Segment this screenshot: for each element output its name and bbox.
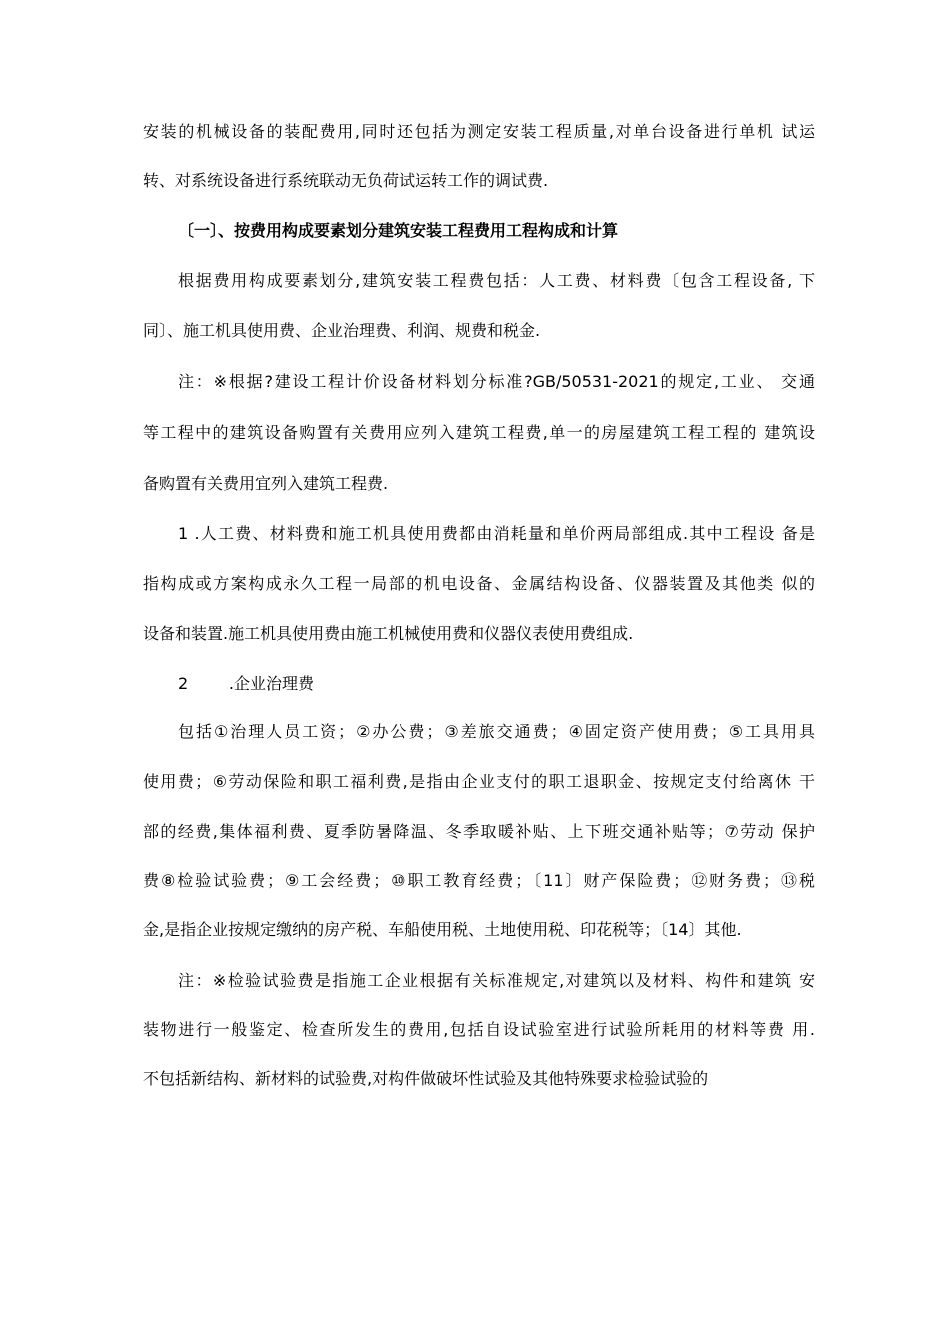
subsection-heading: 2 .企业治理费 bbox=[178, 674, 314, 693]
paragraph-line: 部的经费,集体福利费、夏季防暑降温、冬季取暖补贴、上下班交通补贴等；⑦劳动 保护 bbox=[143, 822, 815, 841]
paragraph-line: 金,是指企业按规定缴纳的房产税、车船使用税、土地使用税、印花税等；〔14〕其他. bbox=[143, 920, 742, 939]
note-line: 注：※检验试验费是指施工企业根据有关标准规定,对建筑以及材料、构件和建筑 安 bbox=[178, 971, 815, 990]
paragraph-line: 1 .人工费、材料费和施工机具使用费都由消耗量和单价两局部组成.其中工程设 备是 bbox=[178, 524, 815, 543]
paragraph-line: 安装的机械设备的装配费用,同时还包括为测定安装工程质量,对单台设备进行单机 试运 bbox=[143, 122, 815, 141]
paragraph-line: 使用费；⑥劳动保险和职工福利费,是指由企业支付的职工退职金、按规定支付给离休 干 bbox=[143, 772, 815, 791]
note-line: 不包括新结构、新材料的试验费,对构件做破坏性试验及其他特殊要求检验试验的 bbox=[143, 1069, 709, 1088]
note-line: 备购置有关费用宜列入建筑工程费. bbox=[143, 474, 389, 493]
section-heading: 〔一〕、按费用构成要素划分建筑安装工程费用工程构成和计算 bbox=[178, 221, 619, 240]
paragraph-line: 转、对系统设备进行系统联动无负荷试运转工作的调试费. bbox=[143, 171, 549, 190]
paragraph-line: 同〕、施工机具使用费、企业治理费、利润、规费和税金. bbox=[143, 321, 541, 340]
paragraph-line: 指构成或方案构成永久工程一局部的机电设备、金属结构设备、仪器装置及其他类 似的 bbox=[143, 574, 815, 593]
note-line: 等工程中的建筑设备购置有关费用应列入建筑工程费,单一的房屋建筑工程工程的 建筑设 bbox=[143, 423, 815, 442]
note-line: 注：※根据?建设工程计价设备材料划分标准?GB/50531-2021的规定,工业、 交通 bbox=[178, 372, 815, 391]
paragraph-line: 包括①治理人员工资；②办公费；③差旅交通费；④固定资产使用费；⑤工具用具 bbox=[178, 722, 815, 741]
paragraph-line: 费⑧检验试验费；⑨工会经费；⑩职工教育经费；〔11〕财产保险费；⑫财务费；⑬税 bbox=[143, 871, 815, 890]
note-line: 装物进行一般鉴定、检查所发生的费用,包括自设试验室进行试验所耗用的材料等费 用. bbox=[143, 1020, 815, 1039]
paragraph-line: 设备和装置.施工机具使用费由施工机械使用费和仪器仪表使用费组成. bbox=[143, 624, 634, 643]
paragraph-line: 根据费用构成要素划分,建筑安装工程费包括：人工费、材料费〔包含工程设备, 下 bbox=[178, 271, 815, 290]
